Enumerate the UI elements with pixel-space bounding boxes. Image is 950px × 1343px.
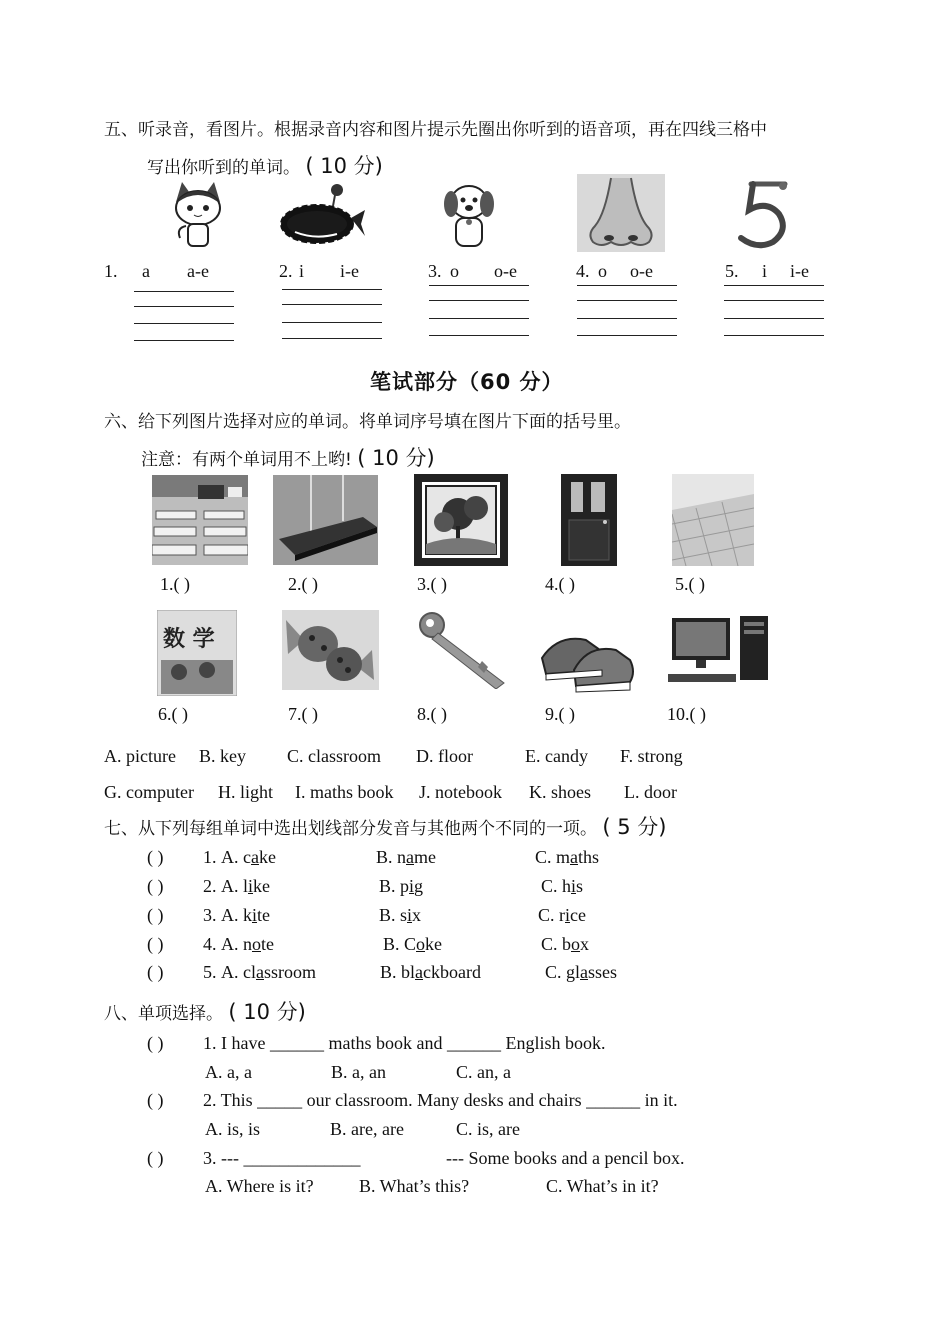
section5-heading-text: 写出你听到的单词。 [147, 158, 300, 178]
option-a: A. note [221, 934, 274, 954]
answer-slot-8[interactable]: 8.( ) [417, 704, 447, 724]
option-c: C. maths [535, 847, 600, 867]
word-option-j: J. notebook [419, 782, 502, 802]
answer-paren[interactable]: ( ) [147, 962, 164, 982]
answer-slot-7[interactable]: 7.( ) [288, 704, 318, 724]
section6-score: ( 10 分) [357, 446, 435, 470]
option-b: B. blackboard [380, 962, 481, 982]
section6-note-line [141, 442, 435, 472]
nose-icon [577, 174, 665, 252]
answer-paren[interactable]: ( ) [147, 847, 164, 867]
key-picture [418, 611, 506, 689]
choice-a: A. Where is it? [205, 1176, 314, 1196]
section5-heading-line2 [147, 150, 383, 180]
question-text: 3. --- _____________ [203, 1148, 361, 1168]
maths-book-picture [157, 610, 237, 696]
phonics-option-5a[interactable]: i [762, 261, 768, 281]
section7-heading-line [104, 811, 667, 841]
section5-score: ( 10 分) [305, 154, 383, 178]
cat-icon [168, 180, 228, 255]
choice-c: C. is, are [456, 1119, 520, 1139]
phonics-option-4a[interactable]: o [598, 261, 607, 281]
phonics-item-1 [104, 261, 118, 282]
section6-note: 注意：有两个单词用不上哟! [141, 450, 352, 470]
word-option-h: H. light [218, 782, 274, 802]
word-option-e: E. candy [525, 746, 588, 766]
row-number: 3. [203, 905, 217, 925]
light-picture [273, 475, 378, 565]
option-a: A. like [221, 876, 271, 896]
row-number: 1. [203, 847, 217, 867]
word-option-a: A. picture [104, 746, 176, 766]
phonics-item-5: 5. [725, 261, 739, 281]
choice-a: A. a, a [205, 1062, 252, 1082]
option-b: B. pig [379, 876, 424, 896]
row-number: 2. [203, 876, 217, 896]
option-b: B. six [379, 905, 422, 925]
dog-icon [437, 180, 501, 250]
section8-heading: 八、单项选择。 [104, 1004, 223, 1024]
answer-slot-2[interactable]: 2.( ) [288, 574, 318, 594]
answer-paren[interactable]: ( ) [147, 905, 164, 925]
phonics-item-2: 2. [279, 261, 293, 281]
option-a: A. kite [221, 905, 271, 925]
question-text: 2. This _____ our classroom. Many desks and chairs ______ in it. [203, 1090, 678, 1110]
answer-slot-9[interactable]: 9.( ) [545, 704, 575, 724]
item-number: 1. [104, 261, 118, 281]
word-option-f: F. strong [620, 746, 683, 766]
five-icon [733, 178, 793, 250]
option-c: C. his [541, 876, 584, 896]
shoes-picture [538, 610, 635, 695]
choice-c: C. an, a [456, 1062, 511, 1082]
question-answer-line: --- Some books and a pencil box. [446, 1148, 685, 1168]
section5-heading: 五、听录音，看图片。根据录音内容和图片提示先圈出你听到的语音项，再在四线三格中 [104, 120, 767, 140]
option-c: C. box [541, 934, 590, 954]
answer-slot-3[interactable]: 3.( ) [417, 574, 447, 594]
word-option-b: B. key [199, 746, 246, 766]
written-part-title: 笔试部分（60 分） [370, 370, 564, 394]
computer-picture [664, 612, 774, 692]
phonics-item-4: 4. [576, 261, 590, 281]
word-option-l: L. door [624, 782, 677, 802]
option-c: C. glasses [545, 962, 618, 982]
phonics-option-4b[interactable]: o-e [630, 261, 653, 281]
answer-paren[interactable]: ( ) [147, 1033, 164, 1053]
answer-paren[interactable]: ( ) [147, 1148, 164, 1168]
phonics-option-2a[interactable]: i [299, 261, 305, 281]
choice-a: A. is, is [205, 1119, 261, 1139]
answer-slot-5[interactable]: 5.( ) [675, 574, 705, 594]
picture-picture [414, 474, 508, 566]
answer-paren[interactable]: ( ) [147, 876, 164, 896]
phonics-option-5b[interactable]: i-e [790, 261, 809, 281]
option-b: B. Coke [383, 934, 443, 954]
word-option-c: C. classroom [287, 746, 381, 766]
section7-heading: 七、从下列每组单词中选出划线部分发音与其他两个不同的一项。 [104, 819, 597, 839]
answer-paren[interactable]: ( ) [147, 1090, 164, 1110]
answer-slot-10[interactable]: 10.( ) [667, 704, 706, 724]
choice-b: B. What’s this? [359, 1176, 470, 1196]
option-b: B. name [376, 847, 437, 867]
phonics-option-2b[interactable]: i-e [340, 261, 359, 281]
phonics-option-3b[interactable]: o-e [494, 261, 517, 281]
whale-icon [275, 180, 367, 248]
word-option-k: K. shoes [529, 782, 591, 802]
answer-slot-1[interactable]: 1.( ) [160, 574, 190, 594]
option-c: C. rice [538, 905, 586, 925]
choice-b: B. are, are [330, 1119, 404, 1139]
classroom-picture [152, 475, 248, 565]
word-option-i: I. maths book [295, 782, 394, 802]
answer-paren[interactable]: ( ) [147, 934, 164, 954]
section7-score: ( 5 分) [602, 815, 667, 839]
candy-picture [282, 610, 379, 690]
phonics-option-3a[interactable]: o [450, 261, 459, 281]
choice-b: B. a, an [331, 1062, 386, 1082]
floor-picture [672, 474, 754, 566]
choice-c: C. What’s in it? [546, 1176, 659, 1196]
phonics-item-3: 3. [428, 261, 442, 281]
answer-slot-6[interactable]: 6.( ) [158, 704, 188, 724]
word-option-g: G. computer [104, 782, 194, 802]
svg-text:数 学: 数 学 [163, 627, 215, 652]
section8-heading-line [104, 996, 306, 1026]
row-number: 5. [203, 962, 217, 982]
phonics-option-1a[interactable]: a [142, 261, 150, 281]
option-a: A. cake [221, 847, 276, 867]
word-option-d: D. floor [416, 746, 473, 766]
row-number: 4. [203, 934, 217, 954]
question-text: 1. I have ______ maths book and ______ English book. [203, 1033, 606, 1053]
phonics-option-1b[interactable]: a-e [187, 261, 209, 281]
section6-heading: 六、给下列图片选择对应的单词。将单词序号填在图片下面的括号里。 [104, 412, 631, 432]
option-a: A. classroom [221, 962, 317, 982]
section8-score: ( 10 分) [228, 1000, 306, 1024]
door-picture [561, 474, 617, 566]
answer-slot-4[interactable]: 4.( ) [545, 574, 575, 594]
